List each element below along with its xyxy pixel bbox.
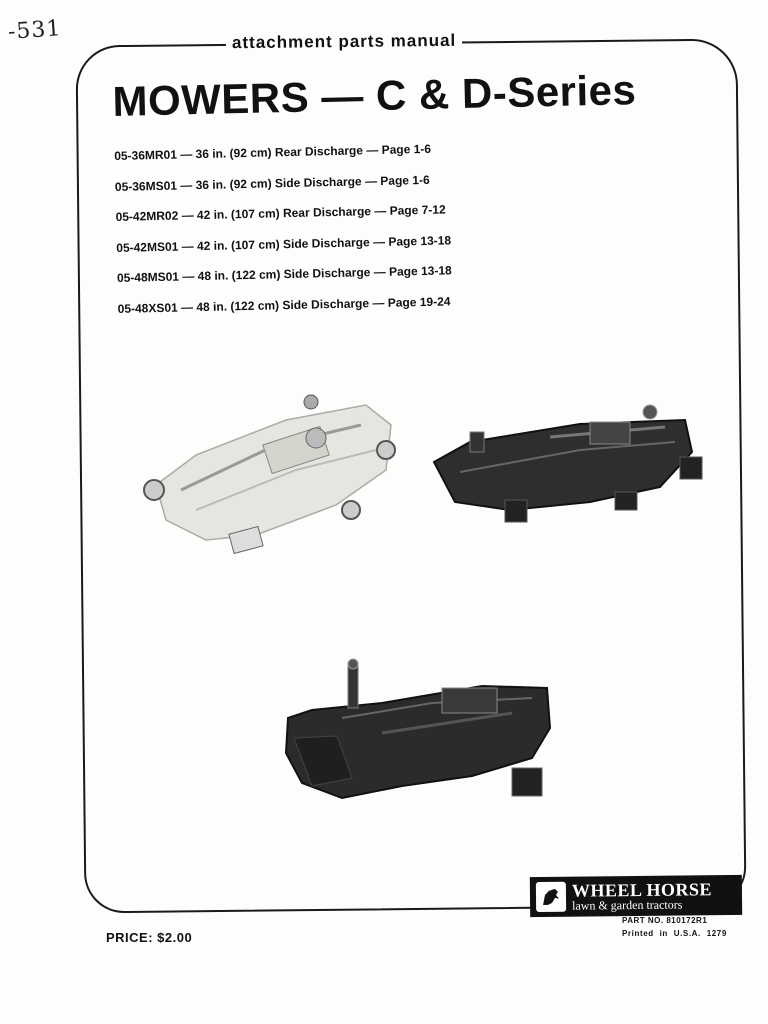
model-line-3: 05-42MR02 — 42 in. (107 cm) Rear Discharge — Page 7-12 [115,202,446,224]
mower-photo-dark-right [430,402,710,532]
price: PRICE: $2.00 [106,930,193,945]
handwritten-note: -531 [7,16,63,45]
brand-name: WHEEL HORSE [571,879,713,901]
model-list [114,136,538,328]
model-line-1: 05-36MR01 — 36 in. (92 cm) Rear Discharge — Page 1-6 [114,141,432,163]
printed-info: Printed in U.S.A. 1279 [622,929,727,938]
model-line-2: 05-36MS01 — 36 in. (92 cm) Side Discharge — Page 1-6 [114,172,430,194]
mower-photo-light [136,390,411,565]
mower-photo-dark-bottom [282,658,557,808]
model-line-6: 05-48XS01 — 48 in. (122 cm) Side Discharge — Page 19-24 [117,293,451,316]
brand-tagline: lawn & garden tractors [572,897,683,913]
model-line-5: 05-48MS01 — 48 in. (122 cm) Side Discharge — Page 13-18 [116,263,452,285]
header-label: attachment parts manual [226,31,462,53]
part-number: PART NO. 810172R1 [622,916,708,925]
model-line-4: 05-42MS01 — 42 in. (107 cm) Side Discharge — Page 13-18 [116,232,452,255]
horse-logo-icon [536,882,566,912]
page-title: MOWERS — C & D-Series [112,66,637,125]
brand-logo-block [530,875,742,917]
